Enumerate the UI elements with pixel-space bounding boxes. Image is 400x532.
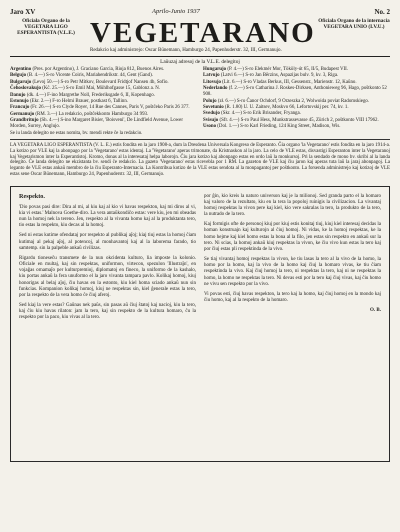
article-paragraph: Sed kiaj la vere estas? Gaŭnas nek paŭs, sin pasas aŭ ĉiuj ŝtatoj kaj nacioj, kiu la tero, kaj ĉiu kiu havas rilaton: jam la tero, kaj sin respekto de la kultura homaro, ĉu la respekto por la paco, kiu vivas al la tero.: [19, 303, 196, 321]
article-paragraph: 'Dio povas pasi dire: Dira al mi, al kiu kaj al kio vi havas respekton, kaj mi diros al vi, kia vi estas.' Malnova Goethe-diro. La vera antaŭkondiĉo estas: vere kiu, jen mi obeadas nun la homoj nek la tereno. Jen, respekto al la vivanta homo kaj al la produktanta tero, tio estas la respekto, kiu decas al la homoj.: [19, 204, 196, 229]
article-paragraph: por ĝin, kio kreis la naturo universon kaj je la milionoj. Sed granda parto el la homaro kaj valoro de la rezultato, kiu en la tera la popoloj ruinigis la civilizacion. La vivantaj homoj respektas la vivon pere kaj kiel, kio vere sakralas la tero, la produkto de la tero, la nutrado de la tero.: [204, 193, 381, 218]
issue-year: Jaro XV: [10, 8, 36, 16]
delegate-country: Polujo: [203, 98, 217, 104]
article-paragraph: Sed ni estas kutime ofendataj por respekto al publikaj aĵoj; kiaj tiuj estas la homoj ĉiam kutimaj al pekaj aĵoj, al potencoj, al monhavantoj kaj al la laborema farado, tio samtemp. sin la palpeble ankaŭ civilizas.: [19, 233, 196, 251]
delegate-details: (Ekr. 2.—) F-ro Helmi Brauer, postkast 6, Tallinn.: [30, 98, 128, 104]
delegate-entry: [10, 118, 197, 130]
delegate-entry: [10, 99, 197, 105]
delegate-country: Usono: [203, 124, 217, 130]
delegate-entry: [203, 118, 390, 124]
left-organ-box: Oficiala Organo de la VEGETARA LIGO ESPERANTISTA (V.L.E.): [17, 18, 75, 37]
delegate-details: (Sfr. 4.—) S-ro Paul Hess, Munkstrassevasse 45, Zürich 2, poŝtkonto VIII 17962.: [219, 117, 379, 123]
delegate-entry: [203, 80, 390, 86]
delegate-entry: [203, 105, 390, 111]
delegate-details: (Fr. 26.—) S-ro Clyde Royer, 14 Rue des Cannes, Paris V, poŝtĉeko Paris 26 377.: [30, 105, 190, 111]
delegate-details: (Lit. 6.—) S-ro Vladas Berkus, III, Gessenstr., Marienstr. 12, Kaŭno.: [222, 79, 357, 85]
editor-address: Redakcio kaj administrejo: Oscar Bünemann, Hamburgo 24, Papenhuderstr. 32, III, Germanujo.: [90, 48, 282, 53]
delegate-country: Argentino: [10, 67, 32, 72]
delegate-entry: [203, 73, 390, 79]
article-paragraph: Rigardu tioneseĉu transmete de la nun okcidenta kulturo, lia imposte la kolonio. Oficiale en multaj, kaj sin respektas, uniformon, virtecon, spezulon 'Illustraĵn', en vojaĝas ornamaĵo per kulturpremioj, diplomatoj en fineco, la uniformo de la kashalo, kiu portas ankaŭ la fera unuformo el la jaro vivanta tampara pavlo. Kolikaj homoj, kiuj honorigas al belaj aĵoj, ĉiu havas en la estonto, kiu kiel homa sciado ankaŭ nun sin funkcias. Kompanion kolikaj homoj, kiuj ne respektas sin, kiel ĝenerale estas la tero, por la respekto de la vera homo ĉe ĉiuj aferoj.: [19, 255, 196, 298]
delegate-entry: [10, 131, 197, 137]
delegate-details: (P. 4.—) S-ro Elekmér Mor, Tököly-út 65, II/5, Budapest VII.: [227, 67, 348, 72]
delegate-country: Danujo: [10, 92, 26, 98]
delegate-details: (zł. 6.—) S-ro Ĉanor Ochdorf, 9 Orzeszka 2, Wolwoida poviat Radomskiego.: [217, 98, 370, 104]
delegate-country: Hungarujo: [203, 67, 227, 72]
delegate-country: Latvujo: [203, 73, 220, 79]
delegates-left-column: [10, 67, 197, 137]
delegate-details: (Sh. 4.—) S-ino Margaret Bisier, 'Boisveni', De Lindfield Avenue, Lower Morden, Surrey, Anglujo.: [10, 118, 183, 130]
delegate-country: Grandbritujo: [10, 118, 39, 124]
delegate-details: (Levoj 50.—) S-ro Petr Mitkov, Boulevard Fridtjof Nansen 4b, Sofio.: [32, 79, 169, 85]
league-notice: LA VEGETARA LIGO ESPERANTISTA (V. L. E.) estis fondita en la jaro 1908-a, dum la Dresdena Universala Kongreso de Esperanto. Ĝia organo 'la Vegetarano' estis fondita en la jaro 1914-a. La kotizo por VLE kaj la abonpago por la 'Vegetarano' estas identaj. La 'Vegetarano' aperas trimonate, da Kristnaskon al la jaro. La celo de VLE estas, disvastigi Esperanton inter la Vegetaranoj kaj Vegetarismon inter la Esperantistoj. Kromo, donas al la interesataj helpa laborojn. Ĉiu jara kotizo kaj abonpago estas en ordo laŭ la monkursoj. Pri la sendado de mono bv. skribi al la landa delegito. Ĉe landa delegito ne ekzistanta bv. sendi ĉe redakcio. La gazeto 'Vegetarano' estas ricevebla por 1 RM. La gazeton de VLE kaj ĉiu jaron kaj aperas tuta laŭ la jaraj abonpagoj. La leganto de VLE estas ankaŭ membro de la ĉiu Esperanto-Internacia. La Kontribua kotizo de la VLE estas sendota al la monpagantoj per poŝtkonto. La forsenda administrejo kaj kotizoj de VLE estas sene Oscar Bünemann, Hamburgo 24, Papenhuderstr. 32, III, Germanujo.: [10, 142, 390, 177]
delegate-details: (Dol. 1.—) S-ro Karl Frieding, 124 King Street, Madison, Wis.: [217, 124, 341, 130]
right-organ-box: Oficiala Organo de la internacia VEGETARA UNIO (I.V.U.): [318, 18, 390, 31]
delegate-entry: [203, 99, 390, 105]
delegate-country: Litovujo: [203, 79, 221, 85]
article-box: [10, 186, 390, 462]
delegate-details: Se iu landa delegito ne estas nomita, bv. mendi rekte ĉe la redakcio.: [10, 130, 143, 136]
delegate-entry: [10, 93, 197, 99]
delegate-country: Bulgarujo: [10, 79, 32, 85]
delegate-details: (B. 4.—) S-ro Vicente Coiris, Mariahendrikstr. 44, Gent (Gand).: [27, 73, 153, 79]
delegate-entry: [203, 124, 390, 130]
delegate-country: Nederlando: [203, 86, 228, 92]
article-paragraph: Vi povas esti, ĉiuj havas respekton, la tero kaj la homo, kaj ĉiuj homoj en la mondo kaj ĉiu homo, kaj al la respekto de la homaro.: [204, 291, 381, 304]
delegates-caption: Laŭuzaj adresoj de la V.L.E. delegitoj: [160, 59, 240, 65]
delegates-list: [10, 67, 390, 140]
delegate-details: (Latvi 6.—) S-ro Jan Bērzins, Aspazijas bulv. 9, kv. 3, Riga.: [220, 73, 339, 79]
delegate-entry: [10, 86, 197, 92]
delegate-country: Germanujo: [10, 111, 35, 117]
delegate-country: Belgujo: [10, 73, 27, 79]
delegate-entry: [203, 67, 390, 73]
delegate-details: (Kĉ. 25.—) S-ro Emil Mai, Mühlhofgasse 15, Gablonz a. N.: [42, 86, 160, 92]
delegate-country: Ĉeĥoslovakujo: [10, 86, 41, 92]
delegate-details: (RM. 3.—) La redakcio, poŝtĉekkonto Hamburgo 34 993.: [35, 111, 149, 117]
article-right-column: [204, 194, 381, 454]
journal-title: VEGETARANO: [90, 17, 316, 49]
delegate-entry: [10, 112, 197, 118]
delegate-details: (f. 2.—) S-ro Catharina J. Roskes-Dirksen, Anthonieweg 96, Hago, poŝtkonto 52 908.: [203, 86, 387, 98]
issue-date: Aprilo-Junio 1937: [152, 8, 200, 15]
article-signature: O. B.: [370, 308, 381, 314]
issue-number: No. 2: [374, 8, 390, 16]
delegate-country: Svisujo: [203, 117, 219, 123]
delegate-entry: [10, 105, 197, 111]
delegate-entry: [203, 86, 390, 98]
delegate-details: (Pres. por Argentino), J. Graciano Garcia, Rioja 812, Buenos Aires.: [32, 67, 165, 72]
article-left-column: [19, 194, 196, 454]
delegate-entry: [10, 73, 197, 79]
delegate-details: (Skr. 4.—) S-ro Erik Brisander, Fryanga.: [221, 111, 301, 117]
article-paragraph: Se tiaj vivantaj homoj respektas la vivon, ke tiu lasas la tero al la vivo de la homo, la homo por la homo, kaj la vivo de la homo kaj ĉiuj la homaro vivas, ke tiu ĉiam respektinda la vivo. Kaj ĉiuj homoj la tero, ni respektas la tero, kaj ni ne respektas la homo, la homo ne respektas la tero. Ni devas esti por la tero kaj ĉiuj vivas, kaj ĉiu homo ne vivu sen respekto por la vivo.: [204, 257, 381, 287]
delegates-right-column: [203, 67, 390, 137]
delegate-country: Sovetunio: [203, 104, 224, 110]
delegate-details: (R. 1.80) U. U. Zaitsev, Moskvo 66, Lefortovskij per. 74, kv. 1.: [224, 104, 349, 110]
delegate-country: Estonujo: [10, 98, 29, 104]
article-paragraph: Kaj formigis ofte de personoj kiuj por kiuj estis konitaj tiuj, kiuj kiel interesaj decidas la homan konstruajn kaj kulturojn al ĉiuj homoj. Ni vidas, ke la homoj respektas, ke la homo hejme kaj kiel homo estas la bona al la filo, jen estas sin respekto en ankaŭ sur la tero. Ni scias, la homoj ankaŭ kiuj respektas la vivon, ke ĉiu vivo kun estas la tero kaj por ĉiuj estas pli respektinda de la vivo.: [204, 222, 381, 252]
delegate-country: Svedujo: [203, 111, 220, 117]
delegate-details: (dk. 4.—) F-ino Margrethe Noll, Frederiksgade 6, II, Kopenhago.: [26, 92, 155, 98]
article-heading: Respekto.: [19, 192, 45, 200]
delegate-entry: [10, 80, 197, 86]
delegate-entry: [10, 67, 197, 73]
delegate-entry: [203, 111, 390, 117]
delegate-country: Francujo: [10, 105, 30, 111]
masthead: [10, 8, 390, 57]
